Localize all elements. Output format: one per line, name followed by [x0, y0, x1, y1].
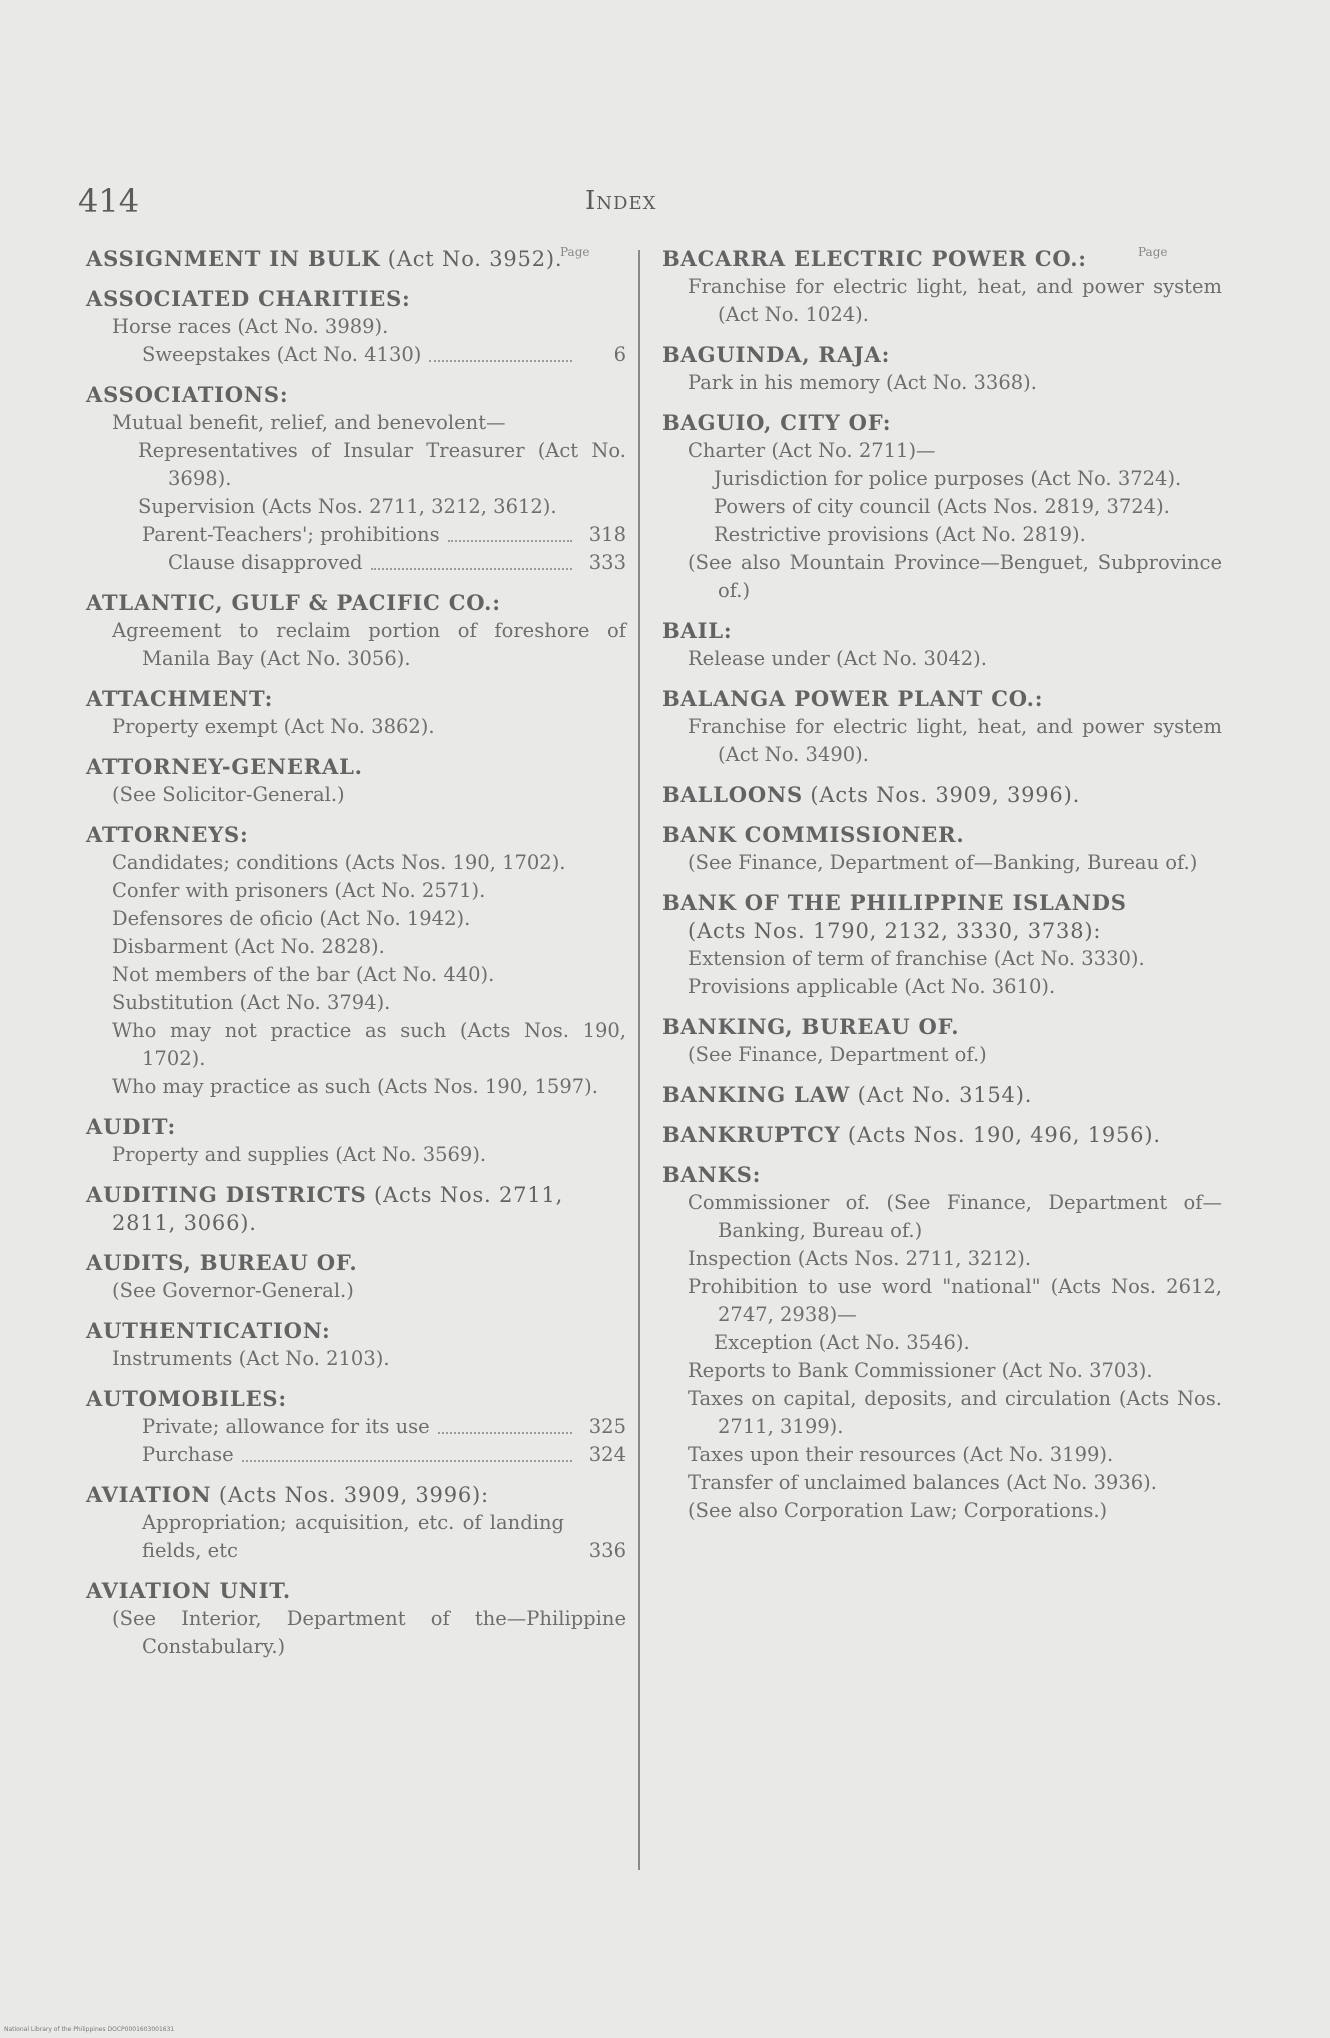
index-entry	[662, 617, 1222, 673]
sub-entry: Park in his memory (Act No. 3368).	[688, 371, 1037, 394]
entry-heading-term: BANK OF THE PHILIPPINE ISLANDS	[662, 890, 1127, 915]
running-head: Index	[585, 186, 657, 216]
entry-heading	[662, 685, 1222, 713]
sub-entry-text: Parent-Teachers'; prohibitions	[142, 523, 440, 546]
entry-heading	[86, 589, 626, 617]
sub-entry: Confer with prisoners (Act No. 2571).	[112, 879, 486, 902]
index-entry	[86, 685, 626, 741]
entry-heading-term: ATTACHMENT:	[86, 686, 274, 711]
sub-entry: Candidates; conditions (Acts Nos. 190, 1702).	[112, 851, 566, 874]
entry-heading	[86, 245, 626, 273]
index-entry	[86, 753, 626, 809]
page-col-label-left: Page	[560, 245, 590, 259]
column-divider	[638, 250, 640, 1870]
cross-reference: (See Governor-General.)	[112, 1279, 354, 1302]
sub-entry: Reports to Bank Commissioner (Act No. 3703).	[688, 1359, 1153, 1382]
entry-heading-ref: (Act No. 3154).	[850, 1083, 1033, 1107]
cross-reference: (See also Corporation Law; Corporations.)	[688, 1499, 1108, 1522]
index-entry	[662, 409, 1222, 605]
entry-heading	[662, 821, 1222, 849]
sub-entry: Extension of term of franchise (Act No. 3330).	[688, 947, 1145, 970]
page-reference: 6	[613, 343, 626, 366]
cross-reference: (See Finance, Department of—Banking, Bureau of.)	[688, 851, 1198, 874]
entry-heading-term: BAGUIO, CITY OF:	[662, 410, 892, 435]
index-entry	[662, 685, 1222, 769]
index-entry	[662, 1161, 1222, 1525]
index-entry	[86, 1249, 626, 1305]
entry-heading-ref: (Acts Nos. 190, 496, 1956).	[840, 1123, 1161, 1147]
cross-reference: (See also Mountain Province—Benguet, Subprovince of.)	[688, 551, 1222, 602]
entry-heading	[662, 617, 1222, 645]
sub-entry	[86, 341, 626, 369]
entry-heading-term: ATTORNEYS:	[86, 822, 249, 847]
sub-entry: Defensores de oficio (Act No. 1942).	[112, 907, 471, 930]
index-entry	[86, 245, 626, 273]
entry-heading-term: BANKS:	[662, 1162, 762, 1187]
index-entry	[86, 1181, 626, 1237]
sub-entry: Franchise for electric light, heat, and power system (Act No. 3490).	[688, 715, 1222, 766]
index-entry	[662, 1121, 1222, 1149]
sub-entry: Release under (Act No. 3042).	[688, 647, 987, 670]
sub-entry: Who may not practice as such (Acts Nos. 190, 1702).	[112, 1019, 626, 1070]
entry-heading-term: AVIATION	[86, 1482, 212, 1507]
entry-heading	[86, 821, 626, 849]
entry-heading	[86, 1577, 626, 1605]
entry-heading-term: AUTHENTICATION:	[86, 1318, 331, 1343]
index-entry	[86, 285, 626, 369]
leader-dots	[448, 540, 572, 542]
entry-heading-term: BAIL:	[662, 618, 733, 643]
index-entry	[86, 1481, 626, 1565]
entry-heading-term: ASSOCIATIONS:	[86, 382, 289, 407]
sub-entry: Mutual benefit, relief, and benevolent—	[112, 411, 506, 434]
entry-heading-ref: (Acts Nos. 1790, 2132, 3330, 3738):	[688, 919, 1102, 943]
entry-heading	[662, 1161, 1222, 1189]
sub-entry: Commissioner of. (See Finance, Department of—Banking, Bureau of.)	[688, 1191, 1222, 1242]
sub-entry: Taxes on capital, deposits, and circulation (Acts Nos. 2711, 3199).	[688, 1387, 1222, 1438]
sub-entry: Provisions applicable (Act No. 3610).	[688, 975, 1056, 998]
entry-heading-term: BANK COMMISSIONER.	[662, 822, 965, 847]
index-entry	[662, 1081, 1222, 1109]
index-entry	[662, 245, 1222, 329]
sub-entry: Charter (Act No. 2711)—	[688, 439, 936, 462]
index-entry	[662, 889, 1222, 1001]
entry-heading-ref: (Act No. 3952).	[380, 247, 563, 271]
sub-entry: Franchise for electric light, heat, and power system (Act No. 1024).	[688, 275, 1222, 326]
footer-credit: National Library of the Philippines DOCP0001603001631	[4, 2026, 175, 2033]
entry-heading-term: BANKING LAW	[662, 1082, 851, 1107]
index-entry	[86, 1113, 626, 1169]
sub-entry-text: Clause disapproved	[168, 551, 363, 574]
entry-heading-term: ATLANTIC, GULF & PACIFIC CO.:	[86, 590, 501, 615]
index-column-left	[86, 245, 626, 1673]
sub-entry: Property and supplies (Act No. 3569).	[112, 1143, 487, 1166]
entry-heading-term: AUDITING DISTRICTS	[86, 1182, 367, 1207]
sub-entry: Not members of the bar (Act No. 440).	[112, 963, 495, 986]
entry-heading-term: ASSOCIATED CHARITIES:	[86, 286, 411, 311]
entry-heading	[86, 381, 626, 409]
index-entry	[662, 821, 1222, 877]
entry-heading-term: AVIATION UNIT.	[86, 1578, 292, 1603]
sub-entry: Taxes upon their resources (Act No. 3199).	[688, 1443, 1114, 1466]
index-entry	[86, 821, 626, 1101]
sub-entry: Exception (Act No. 3546).	[714, 1331, 970, 1354]
cross-reference: (See Solicitor-General.)	[112, 783, 345, 806]
page-reference: 325	[588, 1415, 626, 1438]
entry-heading	[662, 245, 1222, 273]
page-reference: 333	[588, 551, 626, 574]
sub-entry: Property exempt (Act No. 3862).	[112, 715, 435, 738]
page-col-label-right: Page	[1138, 245, 1168, 259]
sub-entry-text: Sweepstakes (Act No. 4130)	[142, 343, 422, 366]
entry-heading-term: ASSIGNMENT IN BULK	[86, 246, 381, 271]
sub-entry: Supervision (Acts Nos. 2711, 3212, 3612).	[138, 495, 557, 518]
index-entry	[662, 341, 1222, 397]
page-number: 414	[78, 182, 140, 220]
entry-heading-term: BAGUINDA, RAJA:	[662, 342, 891, 367]
entry-heading-term: BACARRA ELECTRIC POWER CO.:	[662, 246, 1087, 271]
leader-dots	[371, 568, 572, 570]
index-entry	[86, 589, 626, 673]
leader-dots	[429, 360, 572, 362]
entry-heading	[662, 341, 1222, 369]
sub-entry: Inspection (Acts Nos. 2711, 3212).	[688, 1247, 1032, 1270]
leader-dots	[438, 1432, 572, 1434]
entry-heading-ref: (Acts Nos. 3909, 3996).	[802, 783, 1081, 807]
entry-heading	[662, 1081, 1222, 1109]
entry-heading-ref: (Acts Nos. 2711, 2811, 3066).	[112, 1183, 564, 1235]
index-entry	[86, 1385, 626, 1469]
sub-entry-text: Private; allowance for its use	[142, 1415, 430, 1438]
entry-heading	[86, 1181, 626, 1237]
entry-heading-term: AUDIT:	[86, 1114, 177, 1139]
sub-entry-text: Purchase	[142, 1443, 234, 1466]
index-entry	[86, 381, 626, 577]
entry-heading-term: AUDITS, BUREAU OF.	[86, 1250, 358, 1275]
entry-heading	[86, 1317, 626, 1345]
entry-heading-term: BANKING, BUREAU OF.	[662, 1014, 960, 1039]
entry-heading	[86, 753, 626, 781]
sub-entry	[86, 1509, 626, 1565]
sub-entry-text: Appropriation; acquisition, etc. of landing fields, etc	[142, 1511, 564, 1562]
entry-heading-term: BALLOONS	[662, 782, 803, 807]
sub-entry: Jurisdiction for police purposes (Act No. 3724).	[714, 467, 1182, 490]
cross-reference: (See Finance, Department of.)	[688, 1043, 987, 1066]
entry-heading-term: BALANGA POWER PLANT CO.:	[662, 686, 1044, 711]
leader-dots	[242, 1460, 572, 1462]
entry-heading	[86, 285, 626, 313]
page-reference: 336	[588, 1539, 626, 1562]
sub-entry: Powers of city council (Acts Nos. 2819, 3724).	[714, 495, 1170, 518]
entry-heading-term: BANKRUPTCY	[662, 1122, 841, 1147]
index-entry	[86, 1317, 626, 1373]
index-column-right	[662, 245, 1222, 1537]
sub-entry: Who may practice as such (Acts Nos. 190, 1597).	[112, 1075, 598, 1098]
entry-heading	[86, 1385, 626, 1413]
sub-entry: Horse races (Act No. 3989).	[112, 315, 389, 338]
sub-entry	[86, 1413, 626, 1441]
sub-entry: Transfer of unclaimed balances (Act No. 3936).	[688, 1471, 1157, 1494]
entry-heading	[86, 1113, 626, 1141]
sub-entry: Representatives of Insular Treasurer (Act No. 3698).	[138, 439, 626, 490]
entry-heading	[662, 1013, 1222, 1041]
sub-entry: Substitution (Act No. 3794).	[112, 991, 391, 1014]
index-entry	[662, 1013, 1222, 1069]
entry-heading-ref: (Acts Nos. 3909, 3996):	[211, 1483, 489, 1507]
entry-heading	[86, 1481, 626, 1509]
page-reference: 318	[588, 523, 626, 546]
entry-heading	[86, 1249, 626, 1277]
cross-reference: (See Interior, Department of the—Philippine Constabulary.)	[112, 1607, 626, 1658]
entry-heading-term: ATTORNEY-GENERAL.	[86, 754, 363, 779]
sub-entry	[86, 521, 626, 549]
sub-entry: Agreement to reclaim portion of foreshore of Manila Bay (Act No. 3056).	[112, 619, 626, 670]
entry-heading	[662, 409, 1222, 437]
sub-entry	[86, 1441, 626, 1469]
entry-heading-term: AUTOMOBILES:	[86, 1386, 287, 1411]
entry-heading	[662, 781, 1222, 809]
index-entry	[662, 781, 1222, 809]
entry-heading	[86, 685, 626, 713]
sub-entry: Restrictive provisions (Act No. 2819).	[714, 523, 1086, 546]
page-reference: 324	[588, 1443, 626, 1466]
entry-heading	[662, 889, 1222, 945]
sub-entry: Disbarment (Act No. 2828).	[112, 935, 385, 958]
sub-entry	[86, 549, 626, 577]
sub-entry: Prohibition to use word "national" (Acts Nos. 2612, 2747, 2938)—	[688, 1275, 1222, 1326]
sub-entry: Instruments (Act No. 2103).	[112, 1347, 390, 1370]
entry-heading	[662, 1121, 1222, 1149]
index-entry	[86, 1577, 626, 1661]
